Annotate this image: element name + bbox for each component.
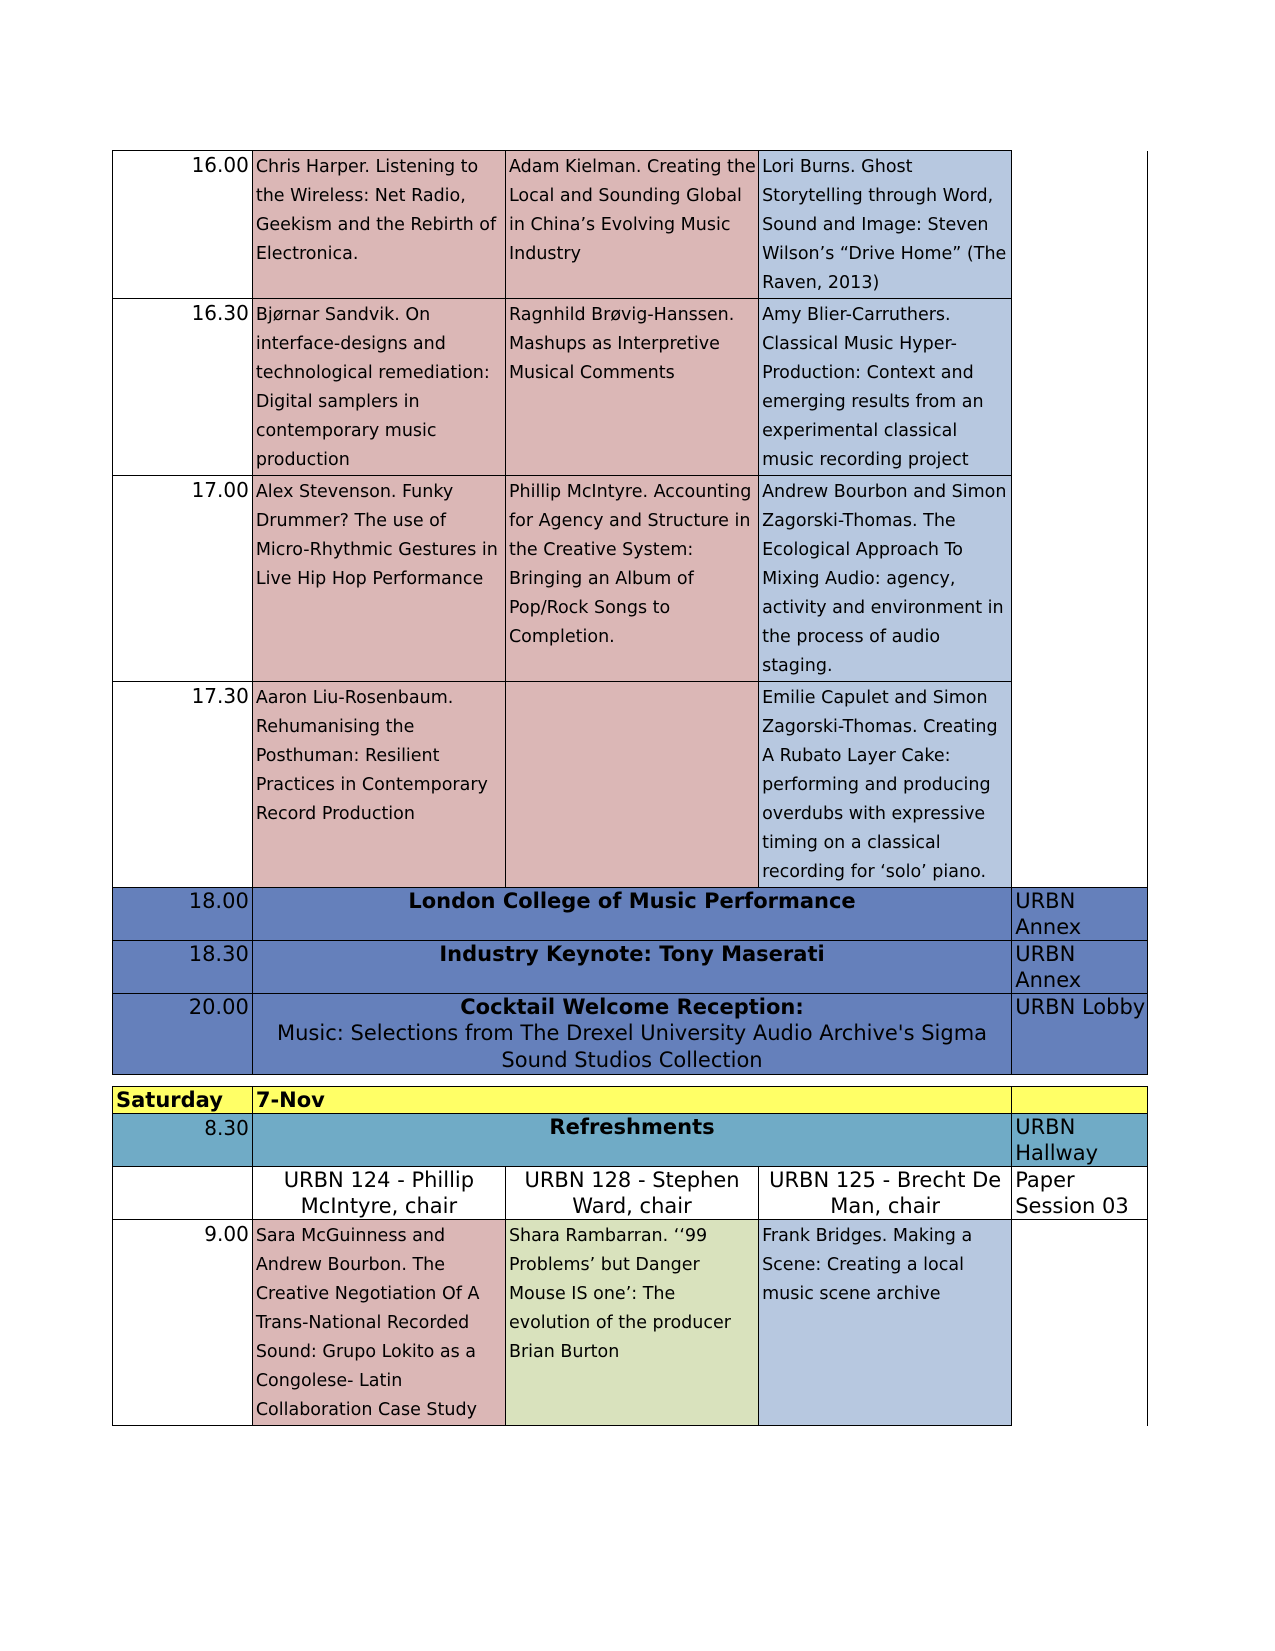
room-cell: URBN Annex: [1012, 941, 1148, 994]
session-row: [113, 299, 1148, 476]
time-cell: 16.00: [113, 151, 253, 299]
session-row: [113, 476, 1148, 682]
session-row: [113, 1220, 1148, 1426]
room-cell: URBN Lobby: [1012, 994, 1148, 1075]
time-cell: 16.30: [113, 299, 253, 476]
event-title: London College of Music Performance: [408, 889, 856, 913]
event-row: [113, 994, 1148, 1075]
date-label: 7-Nov: [252, 1087, 1011, 1114]
empty-room-cell: [1012, 151, 1148, 888]
talk-cell: Andrew Bourbon and Simon Zagorski-Thomas. The Ecological Approach To Mixing Audio: agency, activity and environment in the process of audio staging.: [759, 476, 1012, 682]
event-cell: [252, 1114, 1011, 1167]
event-subtitle: Music: Selections from The Drexel University Audio Archive's Sigma Sound Studios Collection: [276, 1021, 988, 1072]
talk-cell: Lori Burns. Ghost Storytelling through Word, Sound and Image: Steven Wilson’s “Drive Home” (The Raven, 2013): [759, 151, 1012, 299]
empty-time-cell: [113, 1167, 253, 1220]
time-cell: 9.00: [113, 1220, 253, 1426]
refreshments-row: [113, 1114, 1148, 1167]
event-cell: [252, 888, 1011, 941]
saturday-schedule-table: [112, 1086, 1148, 1426]
event-title: Industry Keynote: Tony Maserati: [439, 942, 825, 966]
talk-cell: Frank Bridges. Making a Scene: Creating a local music scene archive: [759, 1220, 1012, 1426]
time-cell: 20.00: [113, 994, 253, 1075]
talk-cell: Shara Rambarran. ‘‘99 Problems’ but Danger Mouse IS one’: The evolution of the producer Brian Burton: [505, 1220, 758, 1426]
talk-cell: Alex Stevenson. Funky Drummer? The use of Micro-Rhythmic Gestures in Live Hip Hop Performance: [252, 476, 505, 682]
friday-schedule-table: [112, 150, 1148, 1075]
day-label: Saturday: [113, 1087, 253, 1114]
chair-cell: URBN 125 - Brecht De Man, chair: [759, 1167, 1012, 1220]
chair-cell: URBN 124 - Phillip McIntyre, chair: [252, 1167, 505, 1220]
time-cell: 17.30: [113, 682, 253, 888]
session-row: [113, 151, 1148, 299]
talk-cell: Chris Harper. Listening to the Wireless: Net Radio, Geekism and the Rebirth of Electronica.: [252, 151, 505, 299]
talk-cell: Amy Blier-Carruthers. Classical Music Hyper-Production: Context and emerging results from an experimental classical music recording project: [759, 299, 1012, 476]
time-cell: 8.30: [113, 1114, 253, 1167]
day-header-blank: [1012, 1087, 1148, 1114]
talk-cell: [505, 682, 758, 888]
talk-cell: Phillip McIntyre. Accounting for Agency and Structure in the Creative System: Bringing an Album of Pop/Rock Songs to Completion.: [505, 476, 758, 682]
chairs-row: [113, 1167, 1148, 1220]
talk-cell: Ragnhild Brøvig-Hanssen. Mashups as Interpretive Musical Comments: [505, 299, 758, 476]
talk-cell: Aaron Liu-Rosenbaum. Rehumanising the Posthuman: Resilient Practices in Contemporary Record Production: [252, 682, 505, 888]
talk-cell: Emilie Capulet and Simon Zagorski-Thomas. Creating A Rubato Layer Cake: performing and producing overdubs with expressive timing on a classical recording for ‘solo’ piano.: [759, 682, 1012, 888]
talk-cell: Bjørnar Sandvik. On interface-designs and technological remediation: Digital samplers in contemporary music production: [252, 299, 505, 476]
event-cell: [252, 994, 1011, 1075]
event-title: Cocktail Welcome Reception:: [460, 995, 804, 1019]
time-cell: 17.00: [113, 476, 253, 682]
session-label: Paper Session 03: [1012, 1167, 1148, 1220]
session-row: [113, 682, 1148, 888]
event-cell: [252, 941, 1011, 994]
time-cell: 18.30: [113, 941, 253, 994]
empty-room-cell: [1012, 1220, 1148, 1426]
event-title: Refreshments: [549, 1115, 715, 1139]
day-header-row: [113, 1087, 1148, 1114]
talk-cell: Sara McGuinness and Andrew Bourbon. The Creative Negotiation Of A Trans-National Recorded Sound: Grupo Lokito as a Congolese- Latin Collaboration Case Study: [252, 1220, 505, 1426]
event-row: [113, 888, 1148, 941]
room-cell: URBN Hallway: [1012, 1114, 1148, 1167]
talk-cell: Adam Kielman. Creating the Local and Sounding Global in China’s Evolving Music Industry: [505, 151, 758, 299]
room-cell: URBN Annex: [1012, 888, 1148, 941]
time-cell: 18.00: [113, 888, 253, 941]
event-row: [113, 941, 1148, 994]
chair-cell: URBN 128 - Stephen Ward, chair: [505, 1167, 758, 1220]
